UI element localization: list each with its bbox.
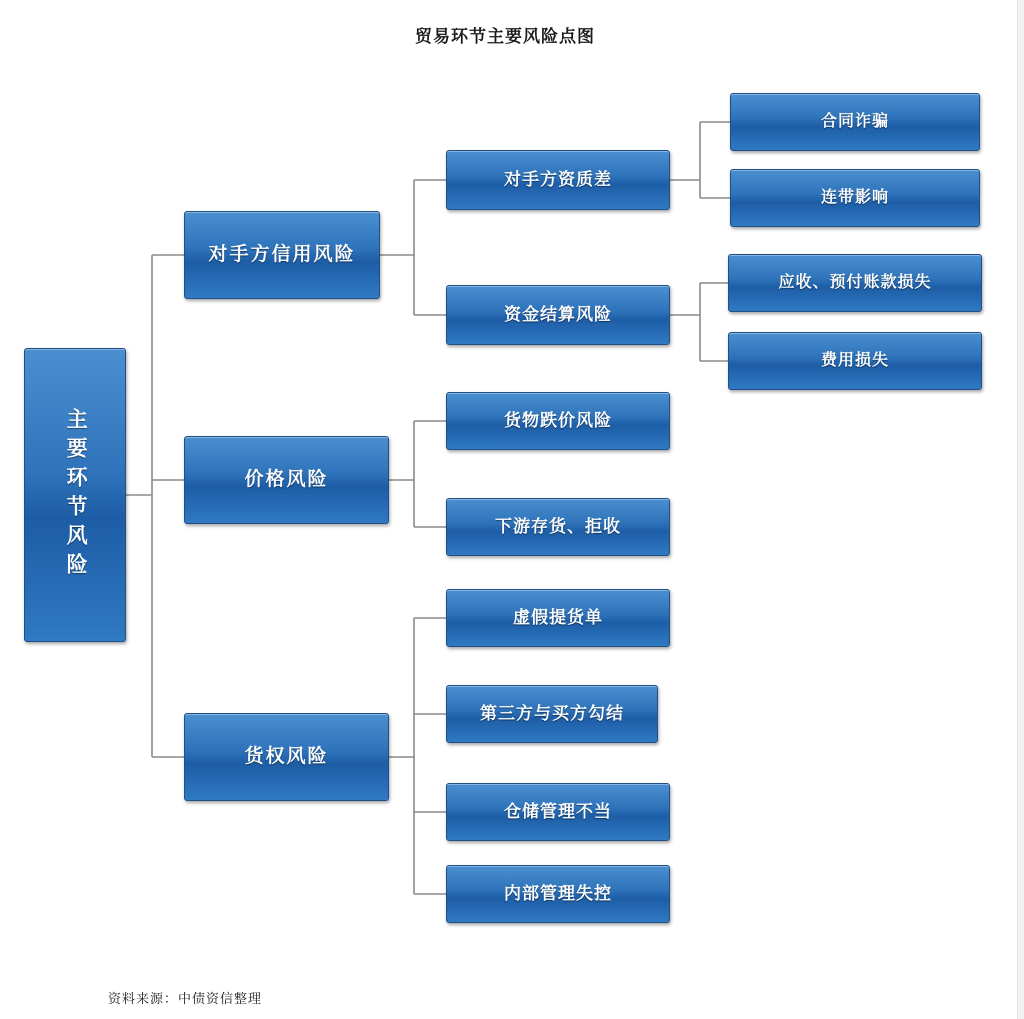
node-joint-impact[interactable]: [730, 169, 980, 227]
node-label: 资金结算风险: [504, 305, 612, 325]
node-label: 下游存货、拒收: [495, 517, 621, 537]
node-label: 费用损失: [820, 352, 889, 369]
node-label: 对手方资质差: [504, 170, 612, 190]
node-label: 虚假提货单: [513, 608, 603, 628]
node-downstream-inventory-rejection[interactable]: [446, 498, 670, 556]
source-note: 资料来源：中债资信整理: [108, 991, 263, 1006]
node-goods-price-drop-risk[interactable]: [446, 392, 670, 450]
node-root-label: 主要环节风险: [64, 408, 88, 582]
node-label: 仓储管理不当: [504, 802, 612, 822]
node-expense-loss[interactable]: [728, 332, 982, 390]
node-settlement-risk[interactable]: [446, 285, 670, 345]
node-counterparty-credit-risk[interactable]: [184, 211, 380, 299]
node-counterparty-poor-qualification[interactable]: [446, 150, 670, 210]
node-price-risk[interactable]: [184, 436, 389, 524]
node-root[interactable]: [24, 348, 126, 642]
node-label: 价格风险: [244, 469, 329, 491]
node-contract-fraud[interactable]: [730, 93, 980, 151]
node-label: 内部管理失控: [504, 884, 612, 904]
node-improper-warehouse-management[interactable]: [446, 783, 670, 841]
node-label: 合同诈骗: [820, 113, 889, 130]
node-label: 第三方与买方勾结: [480, 704, 624, 724]
node-label: 货物跌价风险: [504, 411, 612, 431]
node-label: 货权风险: [244, 746, 329, 768]
node-goods-title-risk[interactable]: [184, 713, 389, 801]
node-third-party-buyer-collusion[interactable]: [446, 685, 658, 743]
node-internal-control-failure[interactable]: [446, 865, 670, 923]
node-receivable-prepayment-loss[interactable]: [728, 254, 982, 312]
node-label: 对手方信用风险: [208, 244, 356, 266]
node-label: 应收、预付账款损失: [778, 274, 932, 291]
page-title: 贸易环节主要风险点图: [415, 27, 595, 46]
node-fake-delivery-order[interactable]: [446, 589, 670, 647]
node-label: 连带影响: [820, 189, 889, 206]
